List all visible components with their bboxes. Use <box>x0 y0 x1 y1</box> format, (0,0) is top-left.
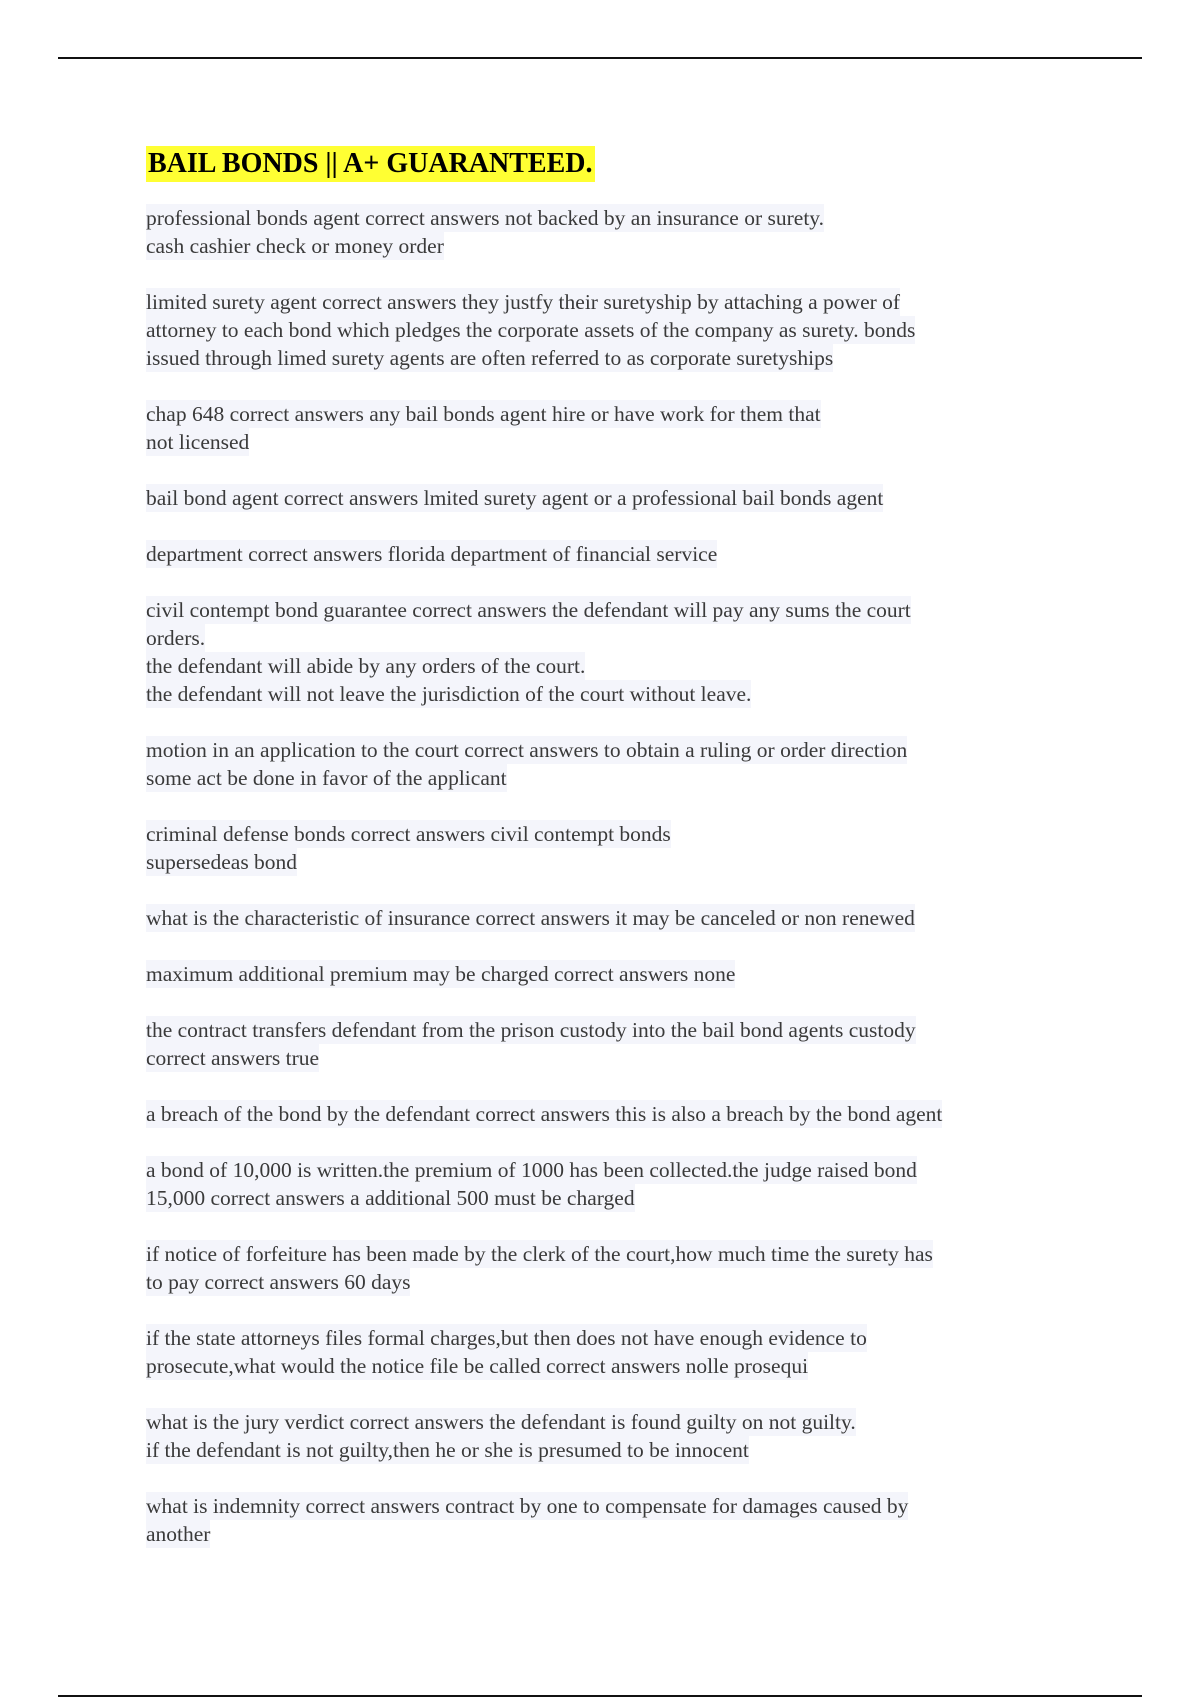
qa-entry-line: what is indemnity correct answers contract by one to compensate for damages caused by <box>146 1494 909 1518</box>
qa-entry <box>146 204 1066 260</box>
qa-entry-line: not licensed <box>146 430 250 454</box>
qa-entry-line: supersedeas bond <box>146 850 298 874</box>
qa-entry-line: a breach of the bond by the defendant correct answers this is also a breach by the bond agent <box>146 1102 943 1126</box>
qa-list <box>146 204 1066 1548</box>
qa-entry <box>146 1492 1066 1548</box>
qa-entry <box>146 820 1066 876</box>
qa-entry-line: the defendant will not leave the jurisdiction of the court without leave. <box>146 682 752 706</box>
qa-entry-line: 15,000 correct answers a additional 500 must be charged <box>146 1186 635 1210</box>
qa-entry <box>146 1324 1066 1380</box>
qa-entry <box>146 400 1066 456</box>
qa-entry-line: chap 648 correct answers any bail bonds agent hire or have work for them that <box>146 402 821 426</box>
qa-entry <box>146 1408 1066 1464</box>
qa-entry <box>146 1240 1066 1296</box>
qa-entry <box>146 1156 1066 1212</box>
qa-entry-line: attorney to each bond which pledges the corporate assets of the company as surety. bonds <box>146 318 916 342</box>
qa-entry <box>146 288 1066 372</box>
qa-entry-line: civil contempt bond guarantee correct answers the defendant will pay any sums the court <box>146 598 911 622</box>
qa-entry-line: what is the characteristic of insurance correct answers it may be canceled or non renewed <box>146 906 915 930</box>
qa-entry <box>146 736 1066 792</box>
qa-entry-line: bail bond agent correct answers lmited surety agent or a professional bail bonds agent <box>146 486 884 510</box>
page-top-rule <box>58 57 1142 59</box>
qa-entry-line: prosecute,what would the notice file be called correct answers nolle prosequi <box>146 1354 809 1378</box>
qa-entry-line: motion in an application to the court correct answers to obtain a ruling or order direction <box>146 738 908 762</box>
qa-entry-line: orders. <box>146 626 206 650</box>
qa-entry-line: if the defendant is not guilty,then he or she is presumed to be innocent <box>146 1438 749 1462</box>
qa-entry-line: issued through limed surety agents are often referred to as corporate suretyships <box>146 346 834 370</box>
qa-entry-line: a bond of 10,000 is written.the premium of 1000 has been collected.the judge raised bond <box>146 1158 917 1182</box>
document-body <box>146 146 1066 1576</box>
qa-entry <box>146 904 1066 932</box>
qa-entry-line: what is the jury verdict correct answers the defendant is found guilty on not guilty. <box>146 1410 856 1434</box>
qa-entry <box>146 484 1066 512</box>
qa-entry-line: department correct answers florida department of financial service <box>146 542 718 566</box>
qa-entry-line: maximum additional premium may be charged correct answers none <box>146 962 736 986</box>
qa-entry-line: to pay correct answers 60 days <box>146 1270 411 1294</box>
qa-entry-line: professional bonds agent correct answers not backed by an insurance or surety. <box>146 206 825 230</box>
qa-entry-line: the defendant will abide by any orders of the court. <box>146 654 586 678</box>
qa-entry-line: if the state attorneys files formal charges,but then does not have enough evidence to <box>146 1326 867 1350</box>
document-title: BAIL BONDS || A+ GUARANTEED. <box>146 146 595 182</box>
qa-entry <box>146 1016 1066 1072</box>
qa-entry-line: criminal defense bonds correct answers civil contempt bonds <box>146 822 671 846</box>
qa-entry <box>146 540 1066 568</box>
qa-entry-line: some act be done in favor of the applicant <box>146 766 507 790</box>
qa-entry <box>146 1100 1066 1128</box>
qa-entry-line: limited surety agent correct answers they justfy their suretyship by attaching a power of <box>146 290 901 314</box>
qa-entry-line: correct answers true <box>146 1046 320 1070</box>
qa-entry-line: cash cashier check or money order <box>146 234 444 258</box>
page-bottom-rule <box>58 1695 1142 1697</box>
qa-entry <box>146 960 1066 988</box>
qa-entry-line: another <box>146 1522 211 1546</box>
qa-entry-line: if notice of forfeiture has been made by the clerk of the court,how much time the surety has <box>146 1242 933 1266</box>
qa-entry-line: the contract transfers defendant from the prison custody into the bail bond agents custody <box>146 1018 916 1042</box>
qa-entry <box>146 596 1066 708</box>
